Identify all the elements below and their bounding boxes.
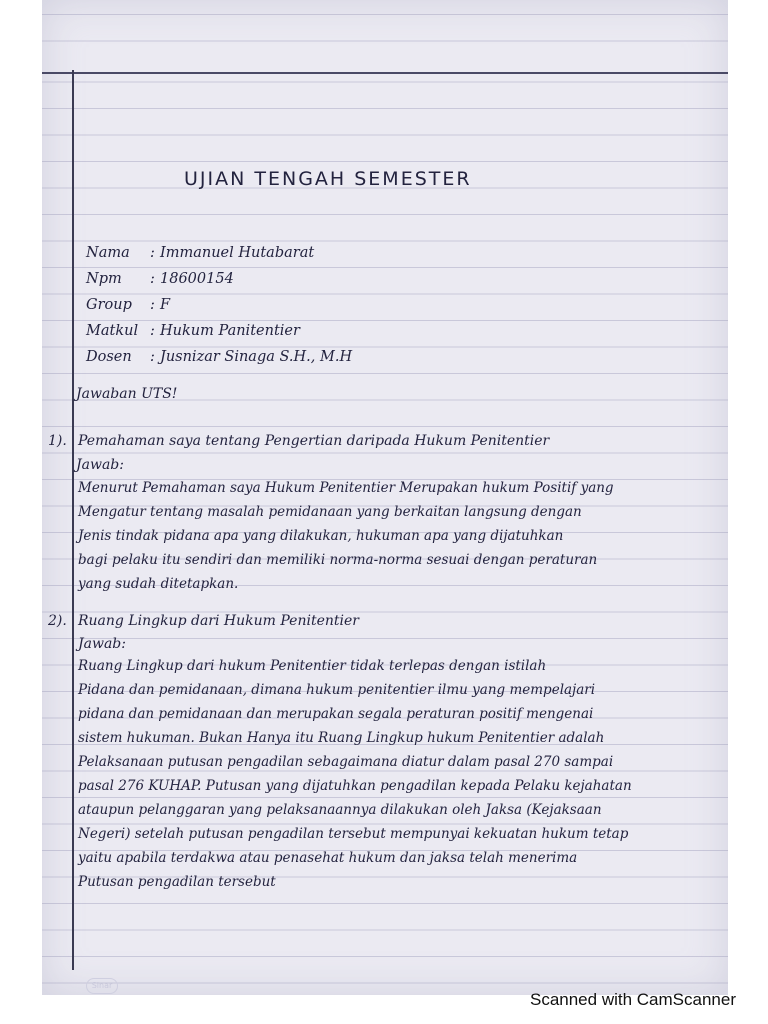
identity-value: F (160, 297, 171, 313)
section-heading: Jawaban UTS! (76, 386, 178, 402)
notebook-page (42, 0, 728, 995)
identity-label: Nama (86, 245, 130, 261)
identity-value: 18600154 (160, 271, 234, 287)
identity-label: Dosen (86, 349, 132, 365)
identity-colon: : (150, 323, 155, 339)
question-text: Pemahaman saya tentang Pengertian daripada Hukum Penitentier (78, 433, 550, 449)
answer-line: Negeri) setelah putusan pengadilan tersebut mempunyai kekuatan hukum tetap (78, 826, 629, 842)
answer-line: Pelaksanaan putusan pengadilan sebagaimana diatur dalam pasal 270 sampai (78, 754, 614, 770)
answer-line: yaitu apabila terdakwa atau penasehat hukum dan jaksa telah menerima (78, 850, 578, 866)
answer-line: Jenis tindak pidana apa yang dilakukan, hukuman apa yang dijatuhkan (78, 528, 564, 544)
answer-line: Pidana dan pemidanaan, dimana hukum penitentier ilmu yang mempelajari (78, 682, 596, 698)
identity-colon: : (150, 297, 155, 313)
identity-colon: : (150, 271, 155, 287)
question-number: 2). (48, 613, 67, 629)
identity-label: Npm (86, 271, 122, 287)
answer-label: Jawab: (76, 457, 124, 473)
identity-label: Group (86, 297, 132, 313)
answer-line: pasal 276 KUHAP. Putusan yang dijatuhkan pengadilan kepada Pelaku kejahatan (78, 778, 632, 794)
answer-label: Jawab: (78, 636, 126, 652)
margin-line (72, 70, 74, 970)
answer-line: yang sudah ditetapkan. (78, 576, 239, 592)
question-text: Ruang Lingkup dari Hukum Penitentier (78, 613, 359, 629)
question-number: 1). (48, 433, 67, 449)
answer-paragraph (78, 476, 614, 596)
answer-line: Putusan pengadilan tersebut (78, 874, 276, 890)
page-title: UJIAN TENGAH SEMESTER (184, 168, 472, 190)
answer-line: sistem hukuman. Bukan Hanya itu Ruang Lingkup hukum Penitentier adalah (78, 730, 605, 746)
paper-brand-logo: Sinar (86, 978, 118, 994)
answer-line: bagi pelaku itu sendiri dan memiliki norma-norma sesuai dengan peraturan (78, 552, 598, 568)
answer-line: Mengatur tentang masalah pemidanaan yang berkaitan langsung dengan (78, 504, 582, 520)
identity-colon: : (150, 349, 155, 365)
answer-line: pidana dan pemidanaan dan merupakan segala peraturan positif mengenai (78, 706, 594, 722)
identity-value: Jusnizar Sinaga S.H., M.H (160, 349, 353, 365)
top-rule (42, 72, 728, 74)
scanner-watermark: Scanned with CamScanner (529, 990, 736, 1009)
identity-colon: : (150, 245, 155, 261)
answer-paragraph (78, 654, 632, 894)
identity-label: Matkul (86, 323, 139, 339)
answer-line: Ruang Lingkup dari hukum Penitentier tidak terlepas dengan istilah (78, 658, 547, 674)
identity-value: Immanuel Hutabarat (160, 245, 315, 261)
answer-line: Menurut Pemahaman saya Hukum Penitentier Merupakan hukum Positif yang (78, 480, 614, 496)
identity-value: Hukum Panitentier (160, 323, 300, 339)
answer-line: ataupun pelanggaran yang pelaksanaannya dilakukan oleh Jaksa (Kejaksaan (78, 802, 602, 818)
